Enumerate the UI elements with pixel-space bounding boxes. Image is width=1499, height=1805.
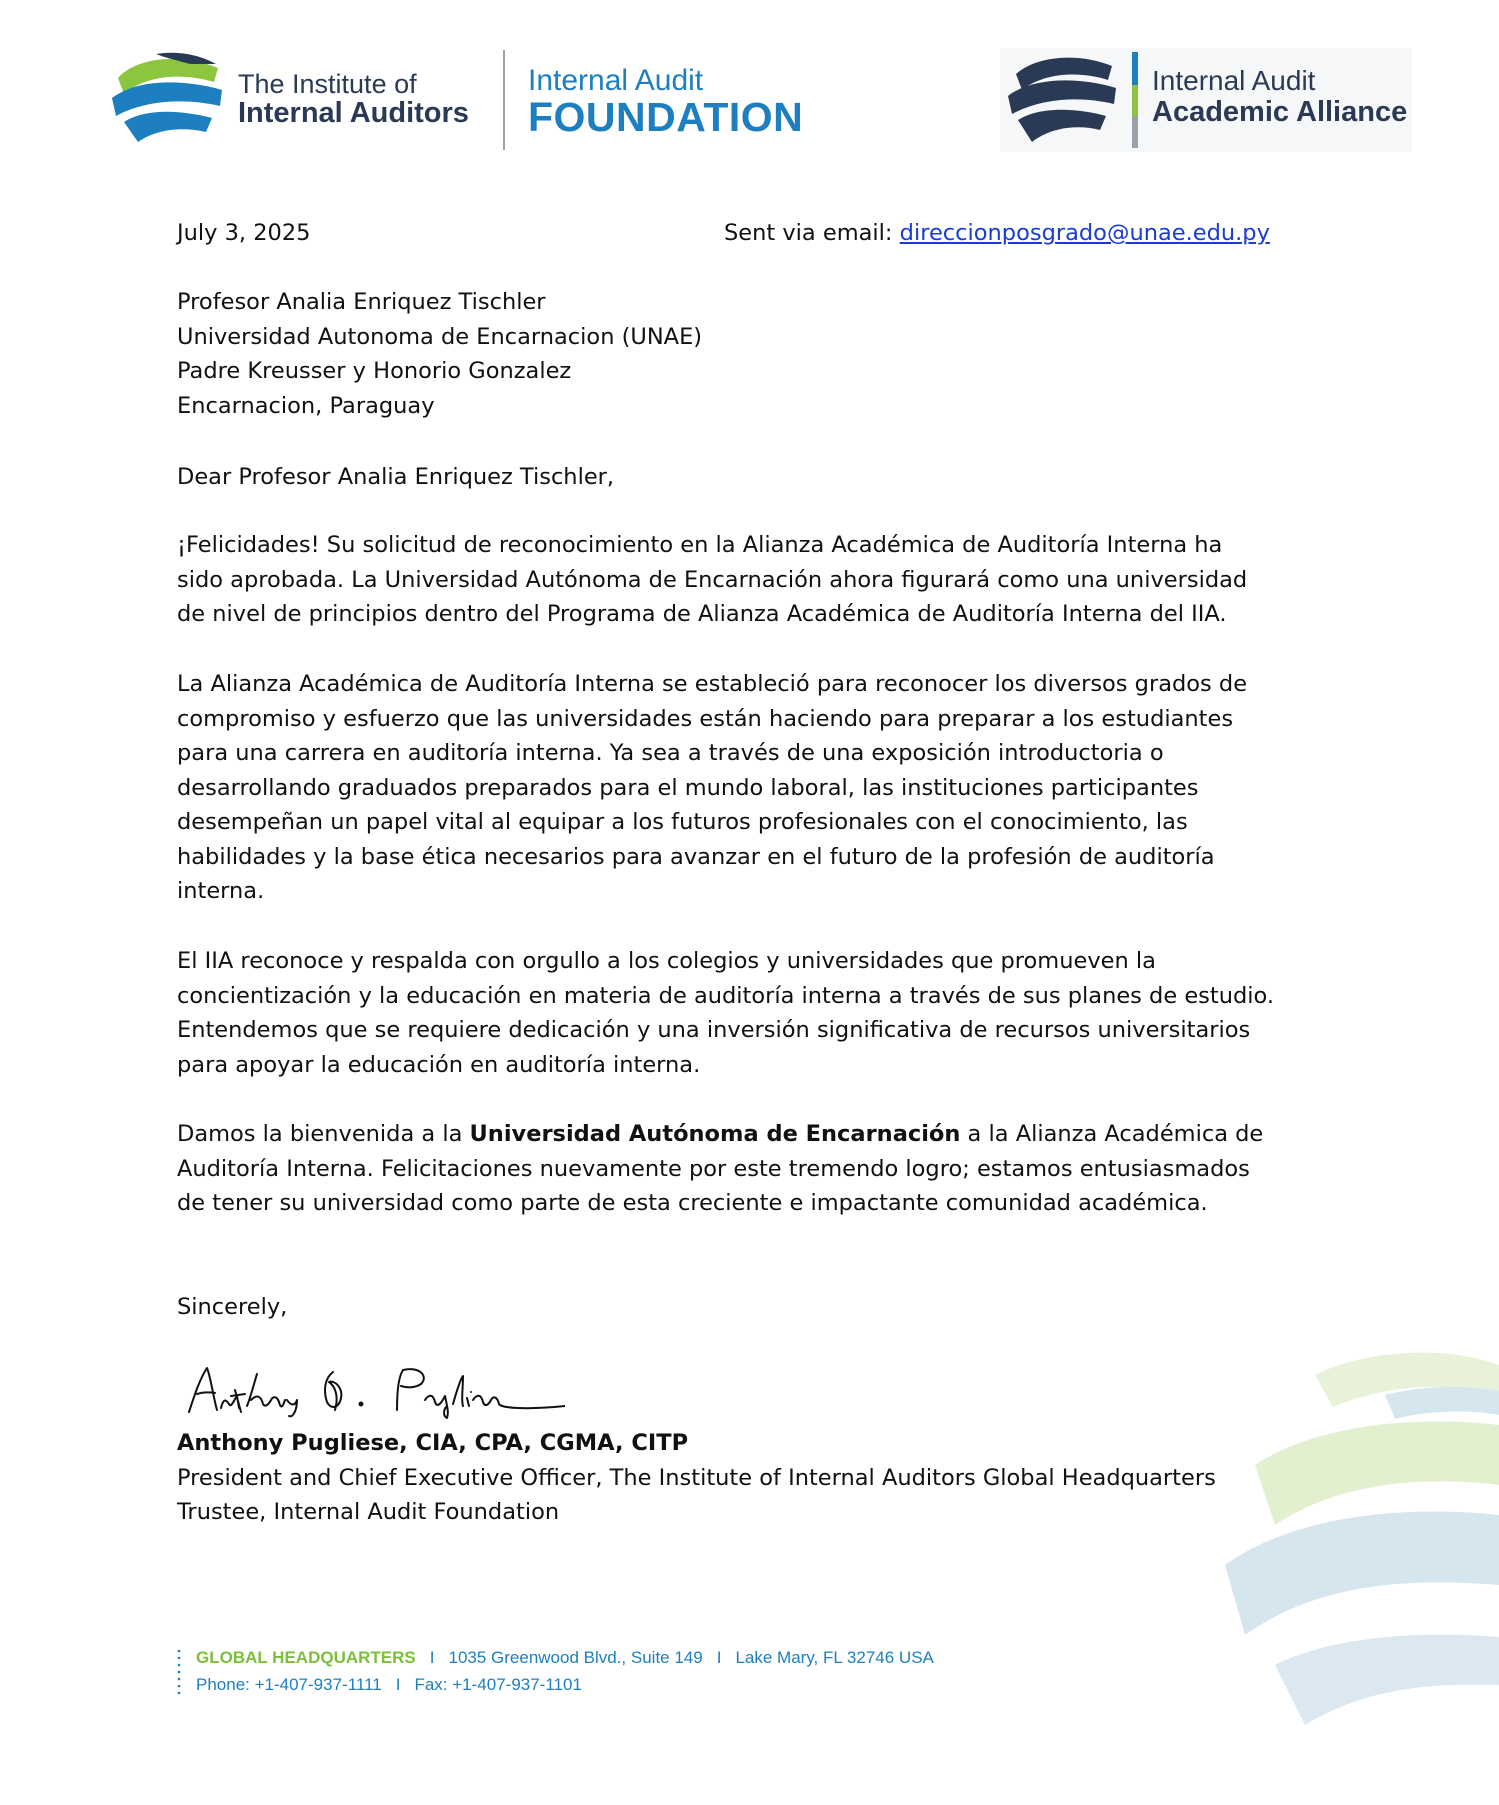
- alliance-globe-icon: [1006, 50, 1118, 150]
- footer-fax: Fax: +1-407-937-1101: [414, 1675, 582, 1694]
- paragraph-line: interna.: [177, 878, 265, 904]
- alliance-logo: [1000, 48, 1412, 152]
- recipient-line: Encarnacion, Paraguay: [177, 392, 435, 419]
- paragraph-line: de tener su universidad como parte de esta creciente e impactante comunidad académica.: [177, 1190, 1208, 1216]
- footer-dotted-line-icon: [176, 1648, 182, 1698]
- signer-name: Anthony Pugliese, CIA, CPA, CGMA, CITP: [177, 1430, 689, 1456]
- paragraph-4: [177, 1117, 1263, 1221]
- recipient-line: Padre Kreusser y Honorio Gonzalez: [177, 358, 572, 384]
- recipient-line: Universidad Autonoma de Encarnacion (UNAE): [177, 323, 703, 350]
- foundation-logo-line2: FOUNDATION: [528, 94, 804, 140]
- salutation: Dear Profesor Analia Enriquez Tischler,: [177, 464, 615, 490]
- paragraph-4-post: a la Alianza Académica de: [960, 1121, 1264, 1147]
- paragraph-line: Entendemos que se requiere dedicación y una inversión significativa de recursos universitarios: [177, 1017, 1251, 1043]
- footer-city: Lake Mary, FL 32746 USA: [735, 1648, 934, 1667]
- paragraph-line: para una carrera en auditoría interna. Ya sea a través de una exposición introductoria o: [177, 740, 1164, 766]
- paragraph-line: compromiso y esfuerzo que las universidades están haciendo para preparar a los estudiantes: [177, 705, 1234, 732]
- paragraph-line: La Alianza Académica de Auditoría Interna se estableció para reconocer los diversos grados de: [177, 671, 1248, 697]
- paragraph-line: ¡Felicidades! Su solicitud de reconocimiento en la Alianza Académica de Auditoría Interna ha: [177, 532, 1223, 558]
- alliance-bar: [1132, 52, 1138, 148]
- signer-title: Trustee, Internal Audit Foundation: [177, 1499, 560, 1525]
- iia-logo: [110, 50, 480, 150]
- paragraph-line: de nivel de principios dentro del Programa de Alianza Académica de Auditoría Interna del IIA.: [177, 601, 1227, 627]
- alliance-logo-line1: Internal Audit: [1152, 65, 1316, 96]
- paragraph-line: Auditoría Interna. Felicitaciones nuevamente por este tremendo logro; estamos entusiasmados: [177, 1155, 1250, 1182]
- footer-hq-label: GLOBAL HEADQUARTERS: [196, 1648, 416, 1667]
- footer-separator: I: [429, 1648, 435, 1667]
- iia-logo-line1: The Institute of: [238, 69, 417, 99]
- paragraph-line: para apoyar la educación en auditoría interna.: [177, 1051, 701, 1078]
- footer-separator: I: [716, 1648, 722, 1667]
- recipient-email-link[interactable]: direccionposgrado@unae.edu.py: [899, 220, 1270, 246]
- background-globe-graphic: [1215, 1345, 1499, 1765]
- footer-phone: Phone: +1-407-937-1111: [196, 1675, 382, 1694]
- paragraph-2: [177, 667, 1247, 909]
- paragraph-line: desempeñan un papel vital al equipar a los futuros profesionales con el conocimiento, las: [177, 809, 1188, 835]
- paragraph-3: [177, 944, 1274, 1082]
- alliance-logo-line2: Academic Alliance: [1152, 95, 1408, 128]
- footer-line-2: [196, 1671, 934, 1698]
- sent-via-line: [724, 216, 1270, 251]
- recipient-block: [177, 285, 702, 423]
- sent-via-label: Sent via email:: [724, 220, 893, 246]
- foundation-logo: [528, 64, 803, 138]
- logo-divider: [503, 50, 505, 150]
- closing: Sincerely,: [177, 1294, 288, 1320]
- footer-line-1: [196, 1644, 934, 1671]
- paragraph-line: sido aprobada. La Universidad Autónoma de Encarnación ahora figurará como una universidad: [177, 566, 1248, 593]
- footer-street: 1035 Greenwood Blvd., Suite 149: [448, 1648, 703, 1667]
- paragraph-line: habilidades y la base ética necesarios para avanzar en el futuro de la profesión de auditoría: [177, 843, 1215, 870]
- paragraph-line: El IIA reconoce y respalda con orgullo a los colegios y universidades que promueven la: [177, 948, 1156, 974]
- footer-dots: [176, 1648, 182, 1703]
- university-name-bold: Universidad Autónoma de Encarnación: [469, 1121, 961, 1147]
- foundation-logo-line1: Internal Audit: [528, 64, 704, 97]
- iia-logo-line2: Internal Auditors: [238, 97, 469, 130]
- signature-image: [185, 1360, 565, 1420]
- paragraph-1: [177, 528, 1247, 632]
- signer-block: [177, 1426, 1216, 1530]
- paragraph-line: concientización y la educación en materia de auditoría interna a través de sus planes de estudio.: [177, 982, 1275, 1009]
- paragraph-line: desarrollando graduados preparados para el mundo laboral, las instituciones participantes: [177, 774, 1199, 801]
- paragraph-line: [177, 1117, 1263, 1152]
- letter-date: July 3, 2025: [177, 220, 311, 246]
- footer-separator: I: [395, 1675, 401, 1694]
- paragraph-4-pre: Damos la bienvenida a la: [177, 1121, 470, 1147]
- footer-address: [196, 1644, 934, 1698]
- signer-title: President and Chief Executive Officer, The Institute of Internal Auditors Global Headquarters: [177, 1464, 1216, 1491]
- recipient-line: Profesor Analia Enriquez Tischler: [177, 289, 546, 315]
- iia-globe-icon: [110, 50, 225, 150]
